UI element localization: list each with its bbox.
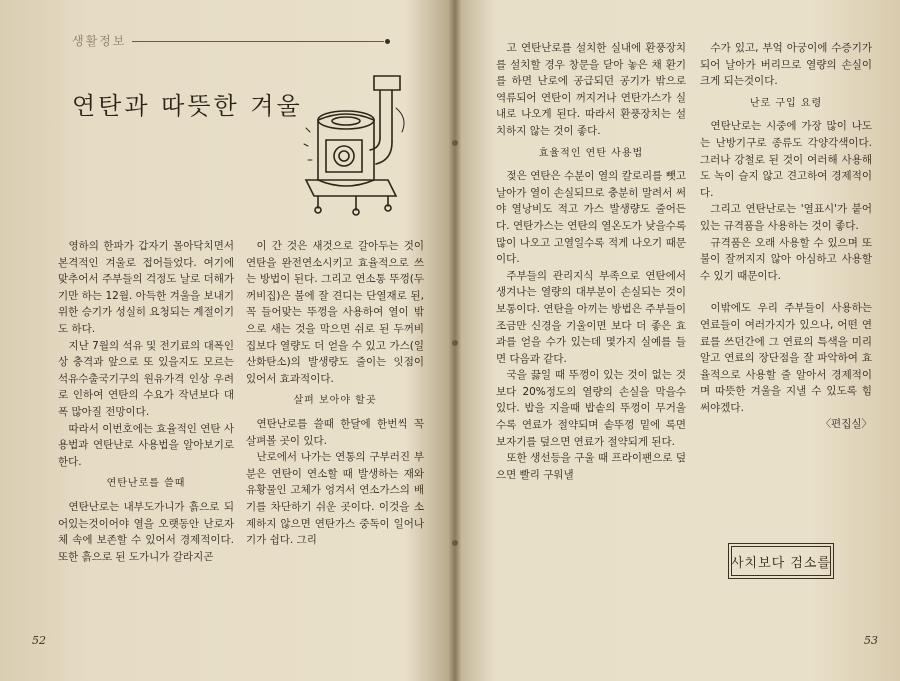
page-number: 53 [864,634,878,647]
paragraph: 국을 끓일 때 뚜껑이 있는 것이 없는 것보다 20%정도의 열량의 손실을 막을수 있다. 밥을 지을때 밥솥의 뚜껑이 무거울수록 연료가 절약되며 솥뚜껑 밑에 록면 보자기를 덮으면 연료가 절약되게 된다. [496,369,686,448]
running-head: 생활정보 [72,34,127,48]
paragraph: 연탄난로를 쓸때 한달에 한번씩 꼭 살펴볼 곳이 있다. [246,417,424,447]
right-page-column-1 [496,40,686,483]
article-title: 연탄과 따뜻한 겨울 [72,92,303,120]
boxed-title [728,543,834,579]
paragraph: 이밖에도 우리 주부들이 사용하는 연료들이 여러가지가 있으나, 어떤 연료를 쓰던간에 그 연료의 특색을 미리 알고 연료의 장단점을 잘 파악하여 효율적으로 사용할 줄 알아서 경제적이며 따뜻한 겨울을 지낼 수 있도록 힘써야겠다. [700,302,872,414]
right-page [460,0,900,681]
running-head-rule [132,41,384,42]
boxed-title-text: 사치보다 검소를 [730,555,832,571]
paragraph: 규격품은 오래 사용할 수 있으며 또 불이 잘꺼지지 않아 아심하고 사용할 수 있기 때문이다. [700,236,872,282]
right-page-column-2 [700,40,872,433]
left-page-column-1 [58,238,234,565]
paragraph: 연탄난로는 내부도가니가 흙으로 되어있는것이어야 열을 오랫동안 난로자체 속에 보존할 수 있어서 경제적이다. 또한 흙으로 된 도가니가 갈라지곤 [58,500,234,563]
paragraph: 그리고 연탄난로는 '열표시'가 붙어 있는 규격품을 사용하는 것이 좋다. [700,203,872,232]
paragraph: 젖은 연탄은 수분이 열의 칼로리를 뺏고 날아가 열이 손실되므로 충분히 말려서 써야 열낭비도 적고 가스 발생량도 줄어든다. 연탄가스는 연탄의 열온도가 낮을수록 많이 나오고 고열일수록 적게 나오기 때문이다. [496,170,686,266]
paragraph: 주부들의 관리지식 부족으로 연탄에서 생겨나는 열량의 대부분이 손실되는 것이 보통이다. 연탄을 아끼는 방법은 주부들이 조금만 신경을 기울이면 보다 더 좋은 효과를 얻을 수가 있는데 몇가지 실예를 들면 다음과 같다. [496,269,686,365]
paragraph: 이 간 것은 새것으로 갈아두는 것이 연탄을 완전연소시키고 효율적으로 쓰는 방법이 된다. 그리고 연소통 뚜껑(두꺼비집)은 불에 잘 견디는 단열재로 된, 꼭 들어맞는 뚜껑을 사용하여 열이 밖으로 새는 것을 막으면 쉬로 된 두꺼비집보다 열량도 더 얻을 수 있고 가스(일산화탄소)의 발생량도 줄이는 잇점이 있어서 효과적이다. [246,240,424,385]
section-heading: 효율적인 연탄 사용법 [538,147,644,159]
paragraph: 연탄난로는 시중에 가장 많이 나도는 난방기구로 종류도 각양각색이다. 그러나 강철로 된 것이 여러해 사용해도 녹이 슬지 않고 견고하여 경제적이다. [700,120,872,199]
paragraph: 따라서 이번호에는 효율적인 연탄 사용법과 연탄난로 사용법을 알아보기로 한다. [58,422,234,468]
section-heading: 연탄난로를 쓸때 [106,478,186,490]
paragraph: 난로에서 나가는 연통의 구부러진 부분은 연탄이 연소할 때 발생하는 재와 유황물인 고체가 엉겨서 연소가스의 배기를 차단하기 쉬운 곳이다. 이것을 소제하지 않으면 연탄가스 중독이 일어나기가 쉽다. 그리 [246,451,424,547]
paragraph: 지난 7월의 석유 및 전기료의 대폭인상 충격과 앞으로 또 있을지도 모르는 석유수출국기구의 원유가격 인상 우려로 인하여 연탄의 수요가 작년보다 대폭 많아질 전망이다. [58,339,234,418]
coal-stove-illustration [296,68,420,218]
page-number: 52 [32,634,46,647]
paragraph: 영하의 한파가 갑자기 몰아닥치면서 본격적인 겨울로 접어들었다. 여기에 맞추어서 주부들의 걱정도 날로 더해가기만 하는 12월. 아득한 겨울을 보내기 위한 승기가 성실히 요청되는 계절이기도 하다. [58,240,234,335]
paragraph: 수가 있고, 부엌 아궁이에 수증기가 되어 날아가 버리므로 열량의 손실이 크게 되는것이다. [700,42,872,88]
paragraph: 또한 생선등을 구울 때 프라이팬으로 덮으면 빨리 구워낼 [496,452,686,481]
section-heading: 살펴 보아야 할곳 [293,395,377,407]
section-heading: 난로 구입 요령 [749,97,823,109]
paragraph: 고 연탄난로를 설치한 실내에 환풍장치를 설치할 경우 창문을 닫아 놓은 채 환기를 하면 난로에 공급되던 공기가 밖으로 역류되어 연탄이 꺼지거나 연탄가스가 실내로 나오게 된다. 따라서 환풍장치는 설치하지 않는 것이 좋다. [496,42,686,137]
byline: 〈편집실〉 [820,418,872,431]
left-page-column-2 [246,238,424,549]
